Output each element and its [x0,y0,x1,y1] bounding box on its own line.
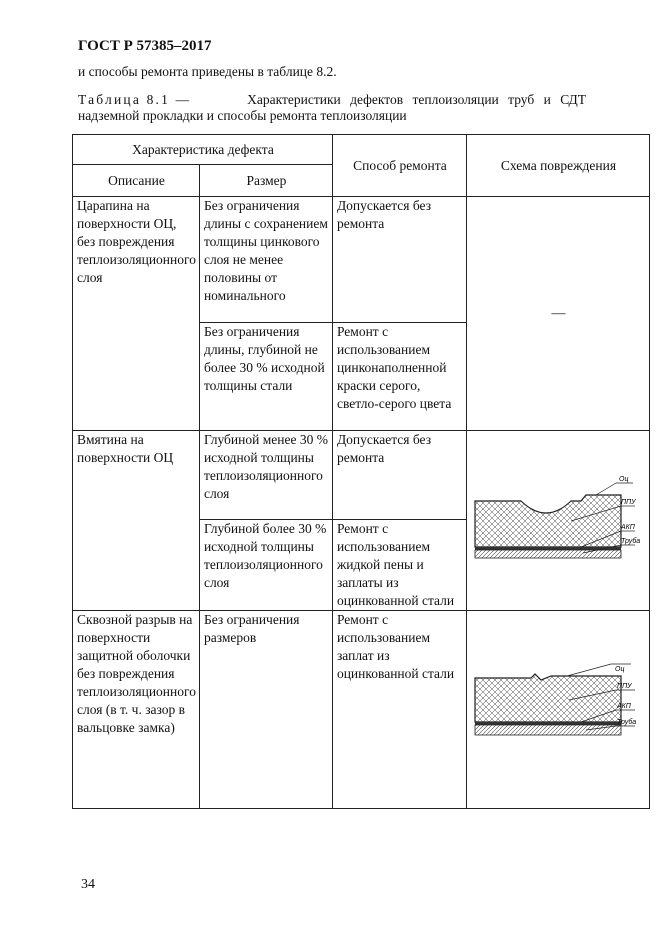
rupture-damage-diagram [471,662,646,752]
header-defect-characteristic: Характеристика дефекта [73,135,333,165]
row1-scheme [466,197,649,431]
row3-repair: Ремонт с использованием заплат из оцинкованной стали [332,611,466,809]
defects-table [72,134,650,809]
row2-description: Вмятина на поверхности ОЦ [73,431,200,611]
row1-description: Царапина на поверхности ОЦ, без повреждения теплоизоляционного слоя [73,197,200,431]
label-oc: Оц [618,476,629,483]
label-ppu: ППУ [620,499,636,506]
label-ppu: ППУ [616,683,632,690]
row3-size: Без ограничения размеров [199,611,332,809]
document-header: ГОСТ Р 57385–2017 [78,38,212,54]
header-size: Размер [199,165,332,197]
row1b-repair: Ремонт с использованием цинконаполненной краски серого, светло-серого цвета [332,323,466,431]
row2a-size: Глубиной менее 30 % исходной толщины теплоизоляционного слоя [199,431,332,520]
page-number: 34 [81,877,95,892]
header-damage-scheme: Схема повреждения [466,135,649,197]
intro-text: и способы ремонта приведены в таблице 8.2. [78,64,337,79]
label-pipe: Труба [620,538,641,545]
row1a-size: Без ограничения длины с сохранением толщины цинкового слоя не менее половины от номинального [199,197,332,323]
label-akp: АКП [616,703,631,710]
row3-description: Сквозной разрыв на поверхности защитной оболочки без повреждения теплоизоляционного слоя (в т. ч. зазор в вальцовке замка) [73,611,200,809]
header-description: Описание [73,165,200,197]
scheme-none-dash: — [551,306,566,321]
row1a-repair: Допускается без ремонта [332,197,466,323]
caption-label: Таблица 8.1 — [78,92,192,107]
row2a-repair: Допускается без ремонта [332,431,466,520]
table-caption [78,92,586,124]
label-oc: Оц [614,666,625,673]
header-repair-method: Способ ремонта [332,135,466,197]
caption-title-line1: Характеристики дефектов теплоизоляции труб и СДТ [247,92,586,107]
dent-damage-diagram [471,473,646,563]
row2-scheme [466,431,649,611]
row3-scheme [466,611,649,809]
row1b-size: Без ограничения длины, глубиной не более 30 % исходной толщины стали [199,323,332,431]
row2b-repair: Ремонт с использованием жидкой пены и заплаты из оцинкованной стали [332,520,466,611]
row2b-size: Глубиной более 30 % исходной толщины теплоизоляционного слоя [199,520,332,611]
caption-title-line2: надземной прокладки и способы ремонта теплоизоляции [78,108,407,123]
label-pipe: Труба [616,719,637,726]
label-akp: АКП [620,524,635,531]
